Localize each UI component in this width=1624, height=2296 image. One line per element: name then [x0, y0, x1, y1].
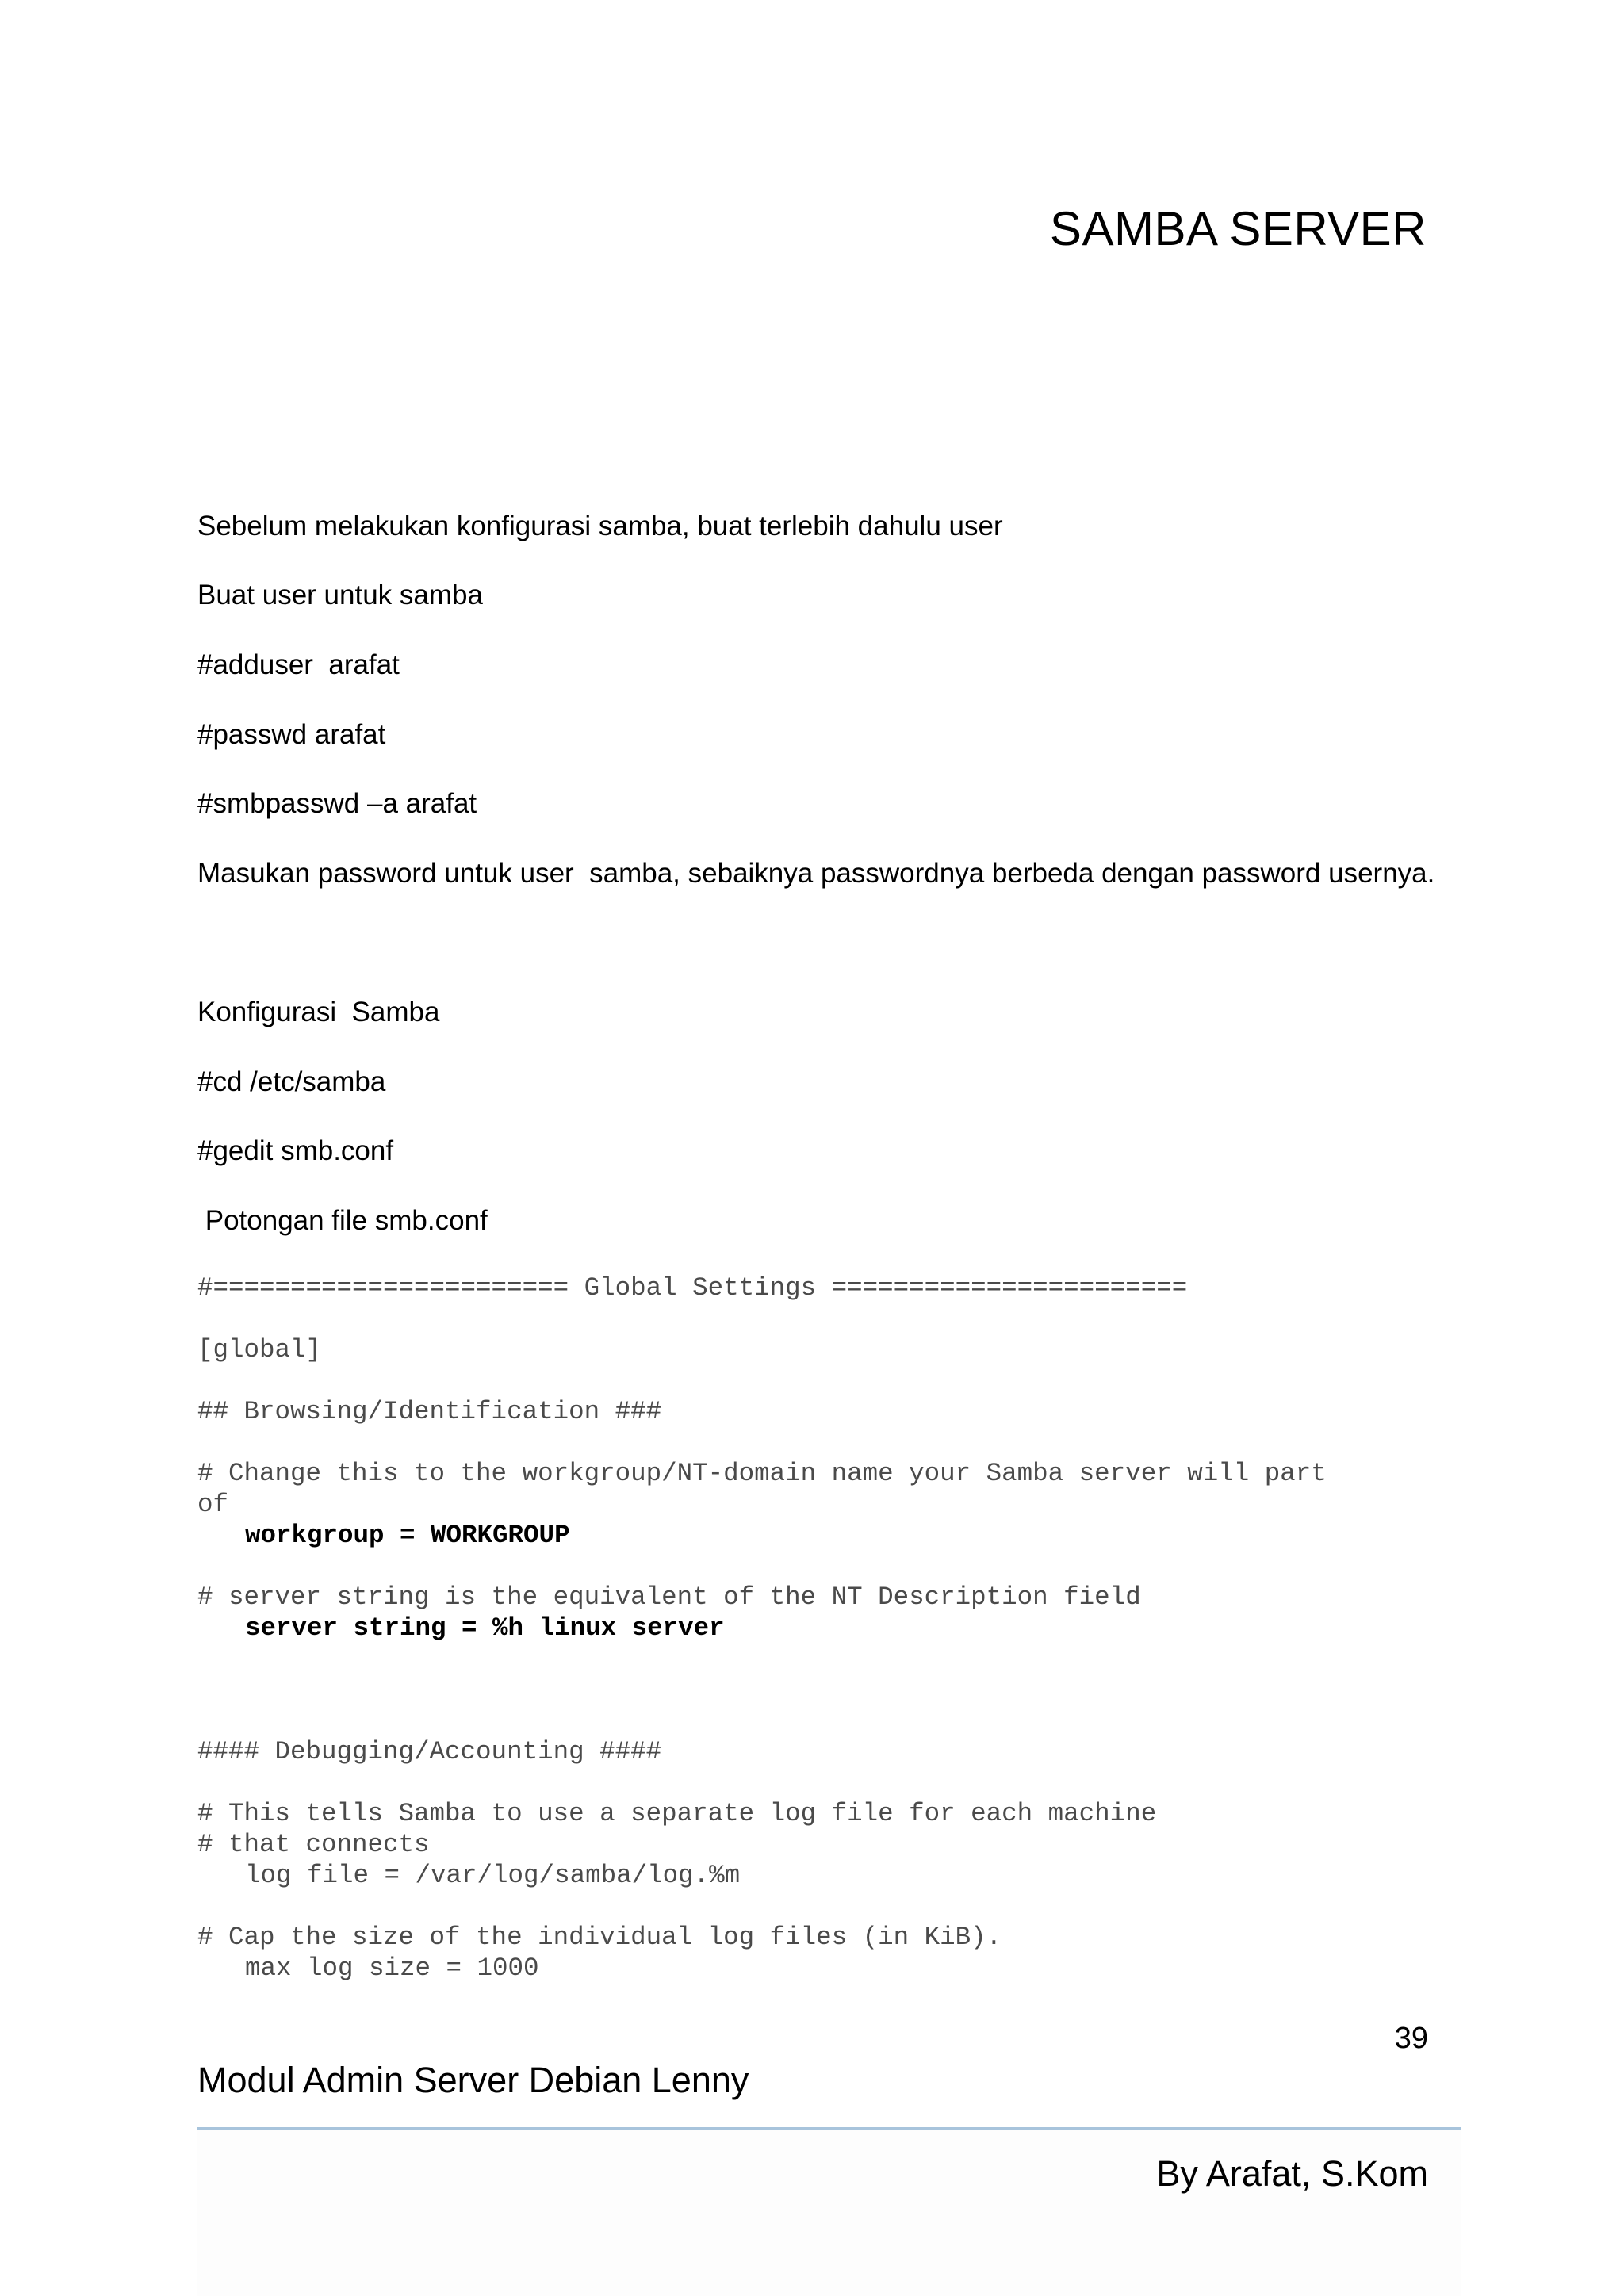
global-settings-header: #======================= Global Settings ======================= [197, 1273, 1188, 1303]
workgroup-comment-wrap: of [197, 1490, 229, 1519]
page-number: 39 [1394, 2022, 1428, 2055]
cd-command: #cd /etc/samba [197, 1066, 386, 1097]
log-file-comment: # This tells Samba to use a separate log file for each machine [197, 1799, 1157, 1828]
passwd-command: #passwd arafat [197, 719, 386, 750]
log-size-comment: # Cap the size of the individual log files (in KiB). [197, 1923, 1002, 1952]
browsing-header: ## Browsing/Identification ### [197, 1397, 662, 1426]
intro-paragraph: Sebelum melakukan konfigurasi samba, buat terlebih dahulu user [197, 511, 1003, 541]
adduser-command: #adduser arafat [197, 649, 400, 680]
footer-module-title: Modul Admin Server Debian Lenny [197, 2060, 749, 2100]
debugging-header: #### Debugging/Accounting #### [197, 1737, 662, 1766]
create-user-heading: Buat user untuk samba [197, 580, 483, 610]
config-heading: Konfigurasi Samba [197, 997, 440, 1027]
smbpasswd-command: #smbpasswd –a arafat [197, 788, 477, 819]
log-size-setting: max log size = 1000 [245, 1954, 539, 1983]
page-title: SAMBA SERVER [1049, 202, 1427, 255]
smb-conf-excerpt-label: Potongan file smb.conf [197, 1205, 488, 1236]
workgroup-setting: workgroup = WORKGROUP [245, 1521, 570, 1550]
log-file-comment-wrap: # that connects [197, 1830, 430, 1859]
server-string-comment: # server string is the equivalent of the NT Description field [197, 1582, 1141, 1612]
server-string-setting: server string = %h linux server [245, 1613, 725, 1643]
log-file-setting: log file = /var/log/samba/log.%m [245, 1861, 741, 1890]
global-section: [global] [197, 1335, 322, 1364]
password-note: Masukan password untuk user samba, sebaiknya passwordnya berbeda dengan password usernya. [197, 858, 1435, 889]
gedit-command: #gedit smb.conf [197, 1135, 394, 1166]
footer-author: By Arafat, S.Kom [1156, 2153, 1428, 2194]
workgroup-comment: # Change this to the workgroup/NT-domain name your Samba server will part [197, 1459, 1327, 1488]
